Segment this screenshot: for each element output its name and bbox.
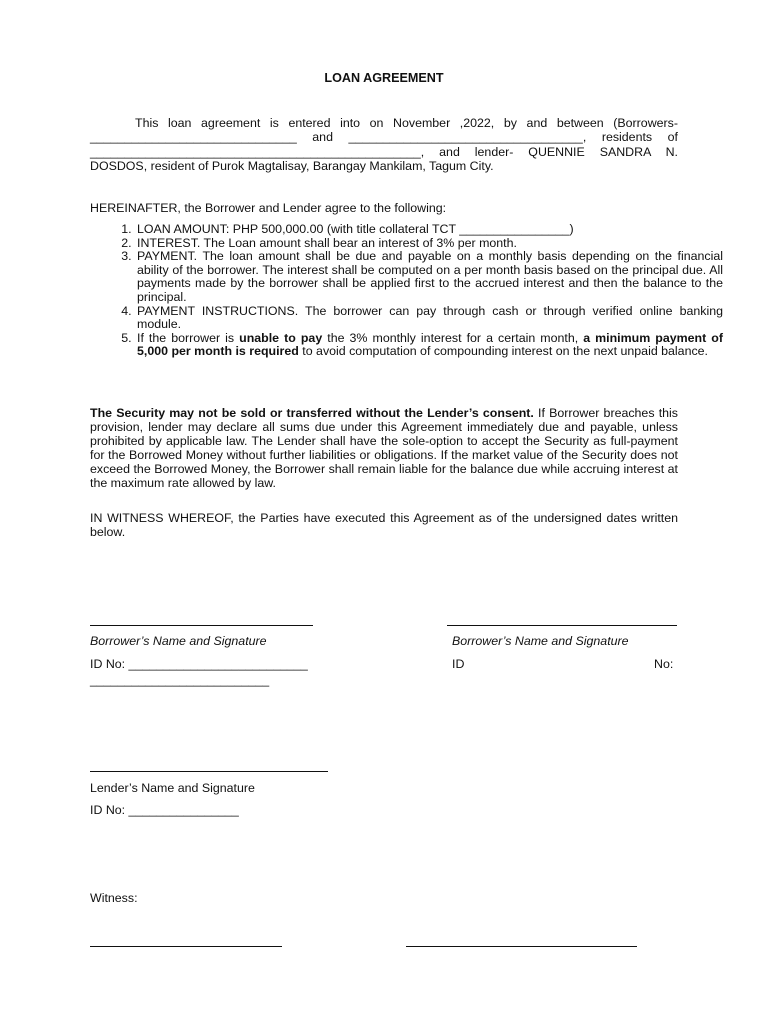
term5-text-b: the 3% monthly interest for a certain month,	[322, 330, 584, 345]
term5-text-c: to avoid computation of compounding interest on the next unpaid balance.	[298, 344, 708, 359]
term5-text-a: If the borrower is	[137, 330, 240, 345]
security-paragraph	[90, 406, 678, 491]
term-loan-amount: 1. LOAN AMOUNT: PHP 500,000.00 (with title collateral TCT ________________)	[135, 223, 723, 237]
witness1-signature-line	[90, 946, 282, 947]
security-body: If Borrower breaches this provision, lender may declare all sums due under this Agreement immediately due and payable, unless prohibited by applicable law. The Lender shall have the sole-option to accept the Security as full-payment for the Borrowed Money without further liabilities or obligations. If the market value of the Security does not exceed the Borrowed Money, the Borrower shall remain liable for the balance due while accruing interest at the maximum rate allowed by law.	[90, 406, 678, 491]
term-payment-instructions: 4. PAYMENT INSTRUCTIONS. The borrower can pay through cash or through verified online banking module.	[135, 305, 723, 332]
lender-label: Lender’s Name and Signature	[90, 781, 255, 795]
lender-signature-line	[90, 771, 328, 772]
borrower2-id-left: ID	[452, 657, 465, 671]
term-minimum-payment	[135, 332, 723, 359]
borrower1-id-continued: __________________________	[90, 673, 270, 687]
hereinafter-paragraph: HEREINAFTER, the Borrower and Lender agree to the following:	[90, 201, 447, 215]
term5-bold-a: unable to pay	[239, 330, 323, 345]
borrower2-label: Borrower’s Name and Signature	[452, 634, 629, 648]
term-interest: 2. INTEREST. The Loan amount shall bear an interest of 3% per month.	[135, 237, 723, 251]
borrower1-signature-line	[90, 625, 313, 626]
borrower2-signature-line	[447, 625, 677, 626]
security-heading: The Security may not be sold or transferred without the Lender’s consent.	[90, 406, 534, 420]
borrower2-id-right: No:	[654, 657, 674, 671]
document-title: LOAN AGREEMENT	[324, 71, 444, 85]
lender-id: ID No: ________________	[90, 803, 239, 817]
intro-paragraph: This loan agreement is entered into on November ,2022, by and between (Borrowers- ______________________________ and __________________________________, residents of ________________________________________________, and lender- QUENNIE SANDRA N. DOSDOS, resident of Purok Magtalisay, Barangay Mankilam, Tagum City.	[90, 116, 678, 173]
borrower1-label: Borrower’s Name and Signature	[90, 634, 267, 648]
term5-bold-b: a minimum payment of 5,000 per month is required	[137, 330, 723, 359]
witness-whereof-paragraph: IN WITNESS WHEREOF, the Parties have executed this Agreement as of the undersigned dates written below.	[90, 511, 678, 540]
witness-label: Witness:	[90, 891, 138, 905]
term-payment: 3. PAYMENT. The loan amount shall be due and payable on a monthly basis depending on the financial ability of the borrower. The interest shall be computed on a per month basis based on the principal due. All payments made by the borrower shall be applied first to the accrued interest and then the balance to the principal.	[135, 250, 723, 304]
terms-list	[90, 223, 723, 359]
witness2-signature-line	[406, 946, 637, 947]
borrower1-id: ID No: __________________________	[90, 657, 308, 671]
